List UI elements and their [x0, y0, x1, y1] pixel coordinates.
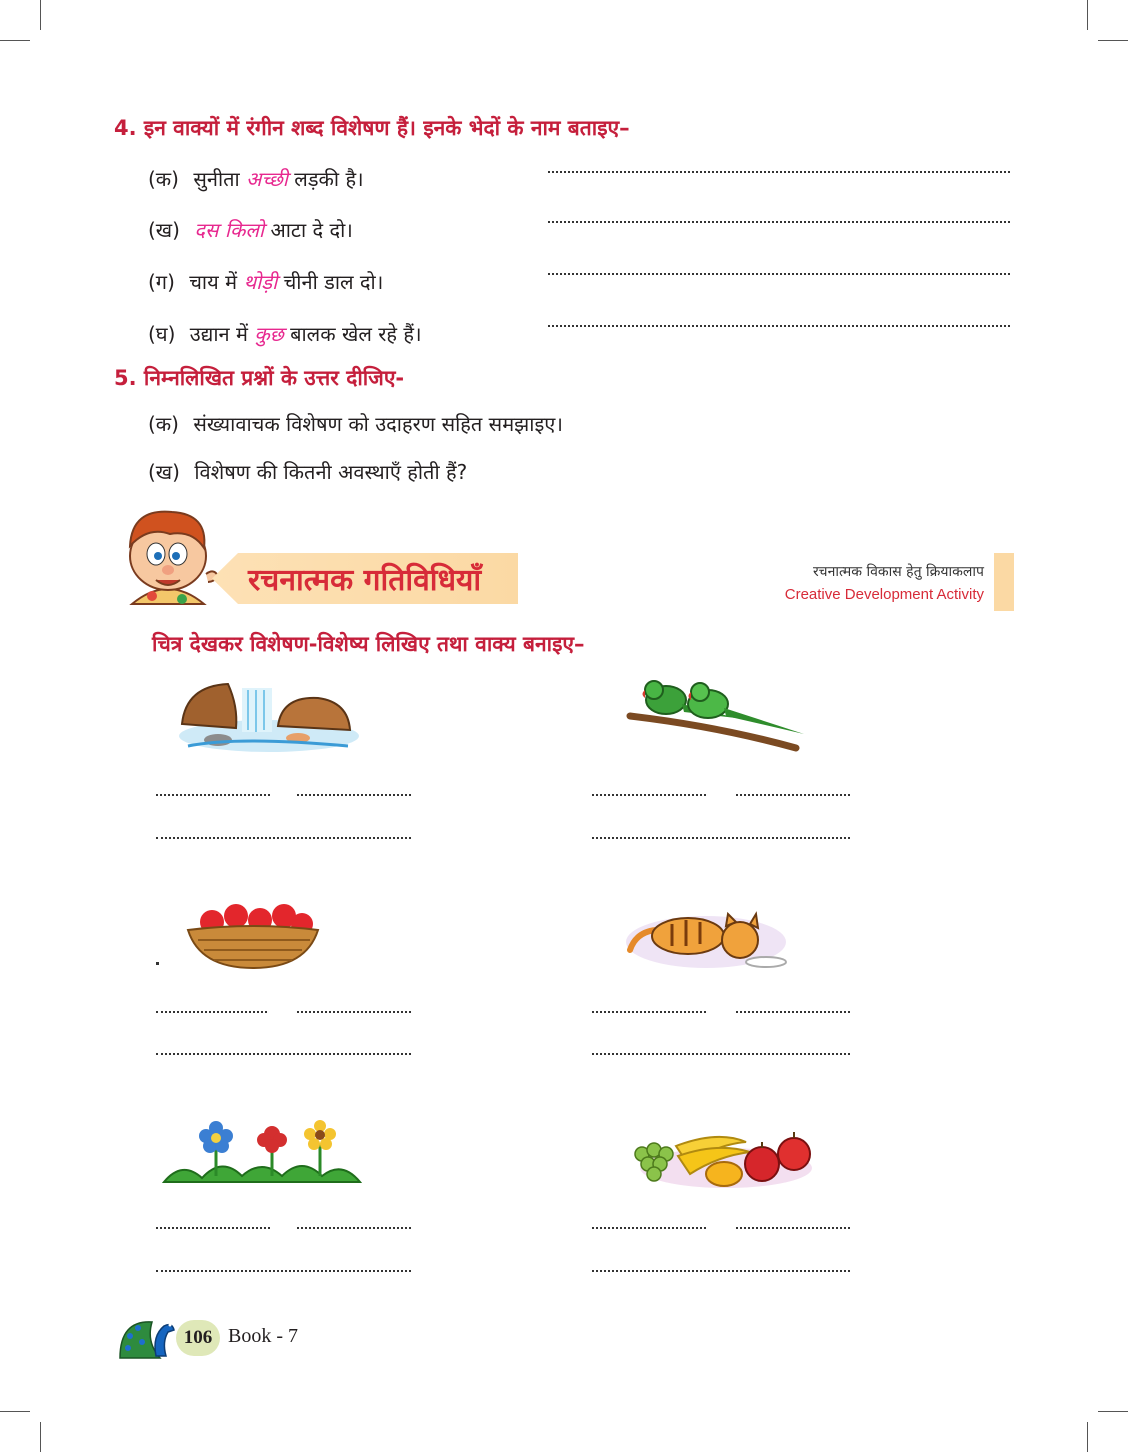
answer-line[interactable]: [592, 1011, 706, 1013]
activity-subtitle-english: Creative Development Activity: [784, 586, 984, 603]
item-label: (ग): [148, 270, 175, 294]
answer-line[interactable]: [548, 221, 1010, 223]
answer-line[interactable]: [548, 273, 1010, 275]
highlighted-word: कुछ: [254, 322, 284, 346]
fruits-icon: [628, 1124, 814, 1190]
q4-item-kha: [148, 216, 353, 243]
answer-line[interactable]: [548, 325, 1010, 327]
item-text: सुनीता: [193, 167, 240, 191]
boy-mascot-icon: [112, 504, 224, 606]
flowers-icon: [162, 1120, 362, 1186]
answer-line[interactable]: [156, 794, 270, 796]
answer-line[interactable]: [156, 1053, 411, 1055]
crop-mark: [0, 1411, 30, 1412]
q5-item-kha: [148, 458, 467, 485]
crop-mark: [1098, 40, 1128, 41]
crop-mark: [1087, 0, 1088, 30]
answer-line[interactable]: [592, 1227, 706, 1229]
item-label: (क): [148, 412, 179, 436]
answer-line[interactable]: [297, 794, 411, 796]
highlighted-word: दस किलो: [194, 218, 265, 242]
q4-item-gha: [148, 320, 422, 347]
item-text: लड़की है।: [294, 167, 364, 191]
activity-side-bar: [994, 553, 1014, 611]
item-label: (घ): [148, 322, 176, 346]
highlighted-word: अच्छी: [246, 167, 288, 191]
answer-line[interactable]: [592, 1053, 850, 1055]
book-label: Book - 7: [228, 1325, 298, 1347]
answer-line[interactable]: [156, 837, 411, 839]
q4-item-ka: [148, 165, 364, 192]
item-text: चाय में: [189, 270, 238, 294]
answer-line[interactable]: [156, 1011, 267, 1013]
answer-line[interactable]: [592, 794, 706, 796]
item-text: उद्यान में: [189, 322, 248, 346]
tomato-basket-icon: [186, 900, 320, 970]
page-number: 106: [176, 1320, 220, 1356]
answer-line[interactable]: [736, 1227, 850, 1229]
crop-mark: [40, 1422, 41, 1452]
answer-line[interactable]: [156, 1227, 270, 1229]
answer-line[interactable]: [592, 1270, 850, 1272]
answer-line[interactable]: [592, 837, 850, 839]
crop-mark: [1087, 1422, 1088, 1452]
item-label: (ख): [148, 218, 180, 242]
stray-dot: [156, 962, 159, 965]
activity-instruction: चित्र देखकर विशेषण-विशेष्य लिखिए तथा वाक्य बनाइए–: [152, 632, 585, 656]
item-text: आटा दे दो।: [270, 218, 353, 242]
answer-line[interactable]: [297, 1011, 411, 1013]
q4-item-ga: [148, 268, 383, 295]
highlighted-word: थोड़ी: [243, 270, 278, 294]
question-5-title: 5. निम्नलिखित प्रश्नों के उत्तर दीजिए-: [114, 366, 405, 390]
cat-drinking-milk-icon: [626, 906, 788, 968]
answer-line[interactable]: [736, 794, 850, 796]
item-text: संख्यावाचक विशेषण को उदाहरण सहित समझाइए।: [193, 412, 563, 436]
item-label: (ख): [148, 460, 180, 484]
parrots-icon: [626, 676, 808, 752]
answer-line[interactable]: [297, 1227, 411, 1229]
crop-mark: [0, 40, 30, 41]
answer-line[interactable]: [548, 171, 1010, 173]
q5-item-ka: [148, 410, 563, 437]
question-4-title: 4. इन वाक्यों में रंगीन शब्द विशेषण हैं। इनके भेदों के नाम बताइए–: [114, 116, 630, 140]
crop-mark: [40, 0, 41, 30]
answer-line[interactable]: [156, 1270, 411, 1272]
activity-title: रचनात्मक गतिविधियाँ: [248, 563, 482, 598]
item-text: बालक खेल रहे हैं।: [290, 322, 422, 346]
answer-line[interactable]: [736, 1011, 850, 1013]
peacock-icon: [116, 1312, 182, 1362]
crop-mark: [1098, 1411, 1128, 1412]
activity-subtitle-hindi: रचनात्मक विकास हेतु क्रियाकलाप: [812, 564, 984, 580]
waterfall-icon: [178, 676, 360, 752]
item-label: (क): [148, 167, 179, 191]
item-text: विशेषण की कितनी अवस्थाएँ होती हैं?: [194, 460, 468, 484]
item-text: चीनी डाल दो।: [283, 270, 384, 294]
